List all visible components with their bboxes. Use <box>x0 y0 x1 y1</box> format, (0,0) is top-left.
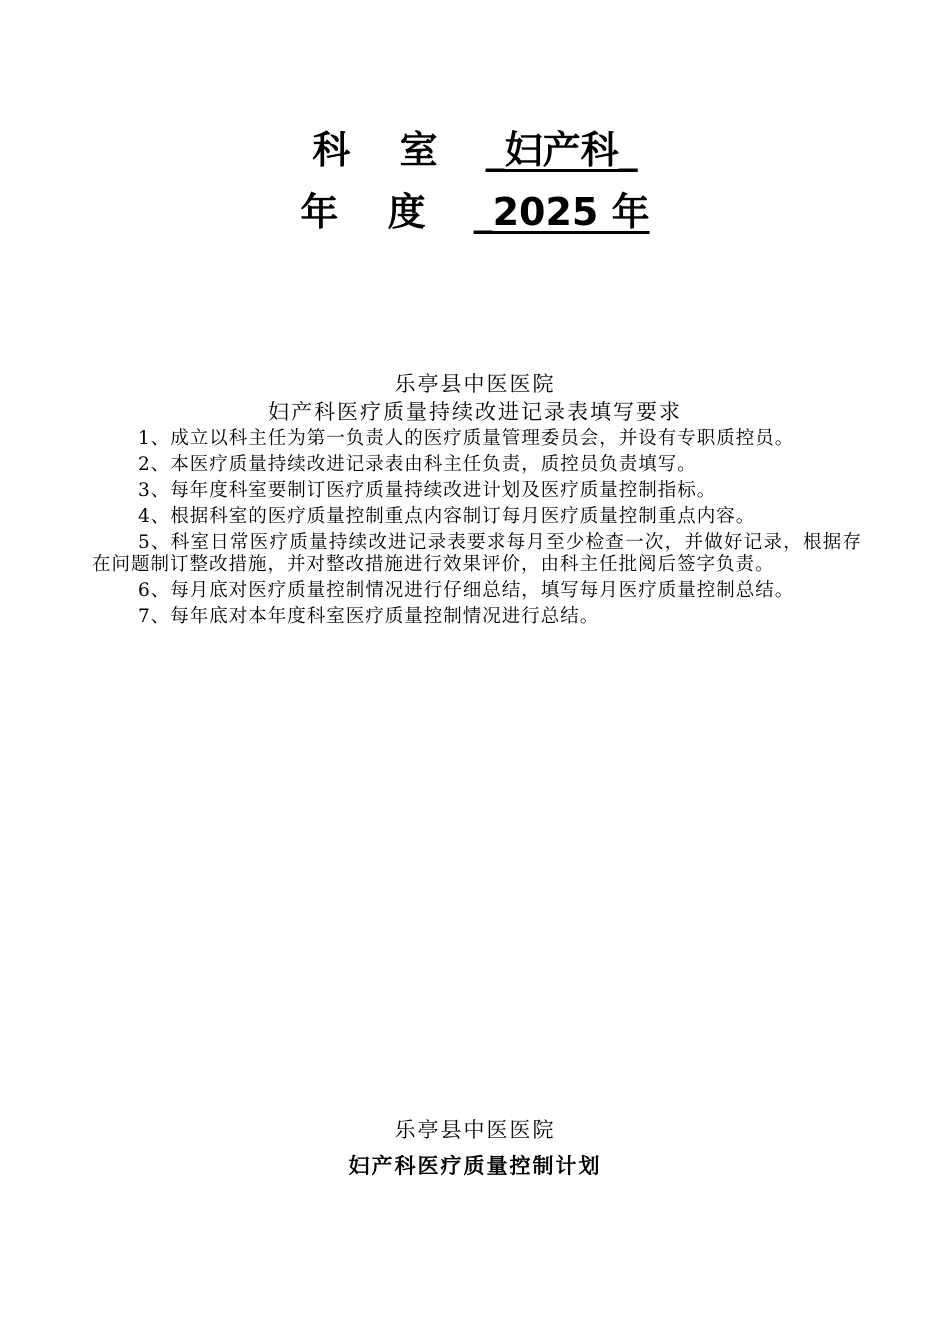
year-label: 年 度 <box>300 190 444 234</box>
year-line <box>0 190 950 234</box>
department-value: _妇产科_ <box>485 128 638 172</box>
hospital-name: 乐亭县中医医院 <box>394 372 556 396</box>
year-value: _2025 年 <box>473 190 650 234</box>
plan-title: 妇产科医疗质量控制计划 <box>348 1153 602 1178</box>
requirement-item: 6、每月底对医疗质量控制情况进行仔细总结，填写每月医疗质量控制总结。 <box>138 580 795 601</box>
plan-hospital-name: 乐亭县中医医院 <box>394 1118 556 1142</box>
requirement-item: 3、每年度科室要制订医疗质量持续改进计划及医疗质量控制指标。 <box>138 480 717 501</box>
requirement-item: 7、每年底对本年度科室医疗质量控制情况进行总结。 <box>138 606 600 627</box>
requirement-item: 1、成立以科主任为第一负责人的医疗质量管理委员会，并设有专职质控员。 <box>138 428 795 449</box>
department-label: 科 室 <box>312 128 456 172</box>
requirement-item: 4、根据科室的医疗质量控制重点内容制订每月医疗质量控制重点内容。 <box>138 506 756 527</box>
department-line <box>0 128 950 172</box>
requirement-item: 5、科室日常医疗质量持续改进记录表要求每月至少检查一次，并做好记录，根据存在问题制订整改措施，并对整改措施进行效果评价，由科主任批阅后签字负责。 <box>92 532 862 575</box>
requirement-item: 2、本医疗质量持续改进记录表由科主任负责，质控员负责填写。 <box>138 454 697 475</box>
requirements-title: 妇产科医疗质量持续改进记录表填写要求 <box>268 400 682 424</box>
requirements-list <box>92 428 862 632</box>
